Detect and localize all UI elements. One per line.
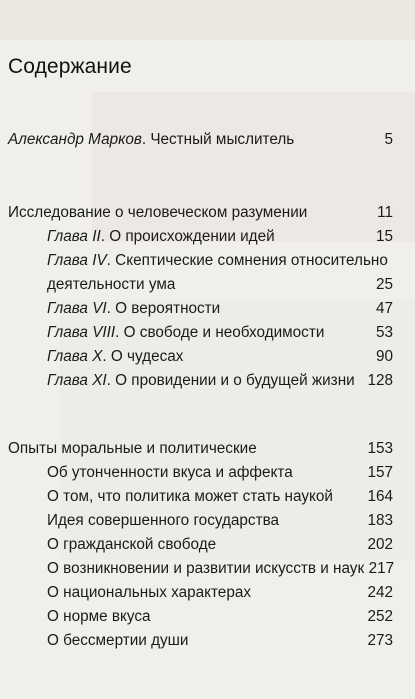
- page-title: Содержание: [8, 55, 132, 78]
- chapter-prefix: Глава VIII: [47, 324, 116, 341]
- page-number: 273: [367, 632, 393, 649]
- page-number: 47: [375, 300, 393, 317]
- toc-section-part1[interactable]: [8, 201, 393, 225]
- chapter-prefix: Глава XI: [47, 372, 107, 389]
- page-number: 128: [367, 372, 393, 389]
- intro-title: . Честный мыслитель: [141, 131, 295, 148]
- chapter-prefix: Глава X: [47, 348, 103, 365]
- chapter-title: . Скептические сомнения относительно: [106, 252, 388, 269]
- toc-entry[interactable]: [47, 249, 393, 297]
- essay-title: О том, что политика может стать наукой: [47, 488, 333, 505]
- page-number: 5: [384, 131, 393, 148]
- essay-title: О гражданской свободе: [47, 536, 217, 553]
- toc-entry[interactable]: [47, 605, 393, 629]
- page-number: 242: [367, 584, 393, 601]
- toc-entry[interactable]: [47, 485, 393, 509]
- page-number: 217: [368, 560, 395, 577]
- page-number: 153: [367, 440, 393, 457]
- toc-entry[interactable]: [47, 369, 393, 393]
- chapter-title: . О провидении и о будущей жизни: [106, 372, 355, 389]
- chapter-title: . О вероятности: [106, 300, 221, 317]
- page-bleed-top: [0, 0, 415, 40]
- essay-title: О национальных характерах: [47, 584, 251, 601]
- toc-entry[interactable]: [47, 509, 393, 533]
- section-label: Опыты моральные и политические: [8, 440, 257, 457]
- essay-title: О бессмертии души: [47, 632, 189, 649]
- toc-entry[interactable]: [47, 225, 393, 249]
- page-number: 202: [367, 536, 393, 553]
- essay-title: О норме вкуса: [47, 608, 151, 625]
- toc-entry[interactable]: [47, 629, 393, 653]
- page-number: 157: [367, 464, 393, 481]
- chapter-title-cont: деятельности ума: [47, 276, 176, 293]
- toc-entry[interactable]: [47, 581, 393, 605]
- page-number: 164: [367, 488, 393, 505]
- essay-title: О возникновении и развитии искусств и наук: [47, 560, 365, 577]
- page-number: 252: [367, 608, 393, 625]
- chapter-prefix: Глава II: [47, 228, 101, 245]
- toc-section-part2[interactable]: [8, 437, 393, 461]
- page-number: 183: [367, 512, 393, 529]
- toc-entry[interactable]: [47, 321, 393, 345]
- chapter-title: . О свободе и необходимости: [115, 324, 325, 341]
- toc-entry[interactable]: [47, 533, 393, 557]
- page-number: 11: [377, 204, 393, 221]
- chapter-prefix: Глава IV: [47, 252, 107, 269]
- chapter-prefix: Глава VI: [47, 300, 107, 317]
- page-number: 15: [375, 228, 393, 245]
- chapter-title: . О происхождении идей: [100, 228, 275, 245]
- toc-entry[interactable]: [47, 345, 393, 369]
- toc-entry[interactable]: [47, 557, 393, 581]
- toc-entry-intro[interactable]: [8, 128, 393, 152]
- page-number: 90: [375, 348, 393, 365]
- chapter-title: . О чудесах: [102, 348, 184, 365]
- section-label: Исследование о человеческом разумении: [8, 204, 308, 221]
- essay-title: Идея совершенного государства: [47, 512, 280, 529]
- toc-entry[interactable]: [47, 461, 393, 485]
- essay-title: Об утонченности вкуса и аффекта: [47, 464, 293, 481]
- page-number: 53: [375, 324, 393, 341]
- page-number: 25: [375, 276, 393, 293]
- toc-entry[interactable]: [47, 297, 393, 321]
- author-name: Александр Марков: [8, 131, 142, 148]
